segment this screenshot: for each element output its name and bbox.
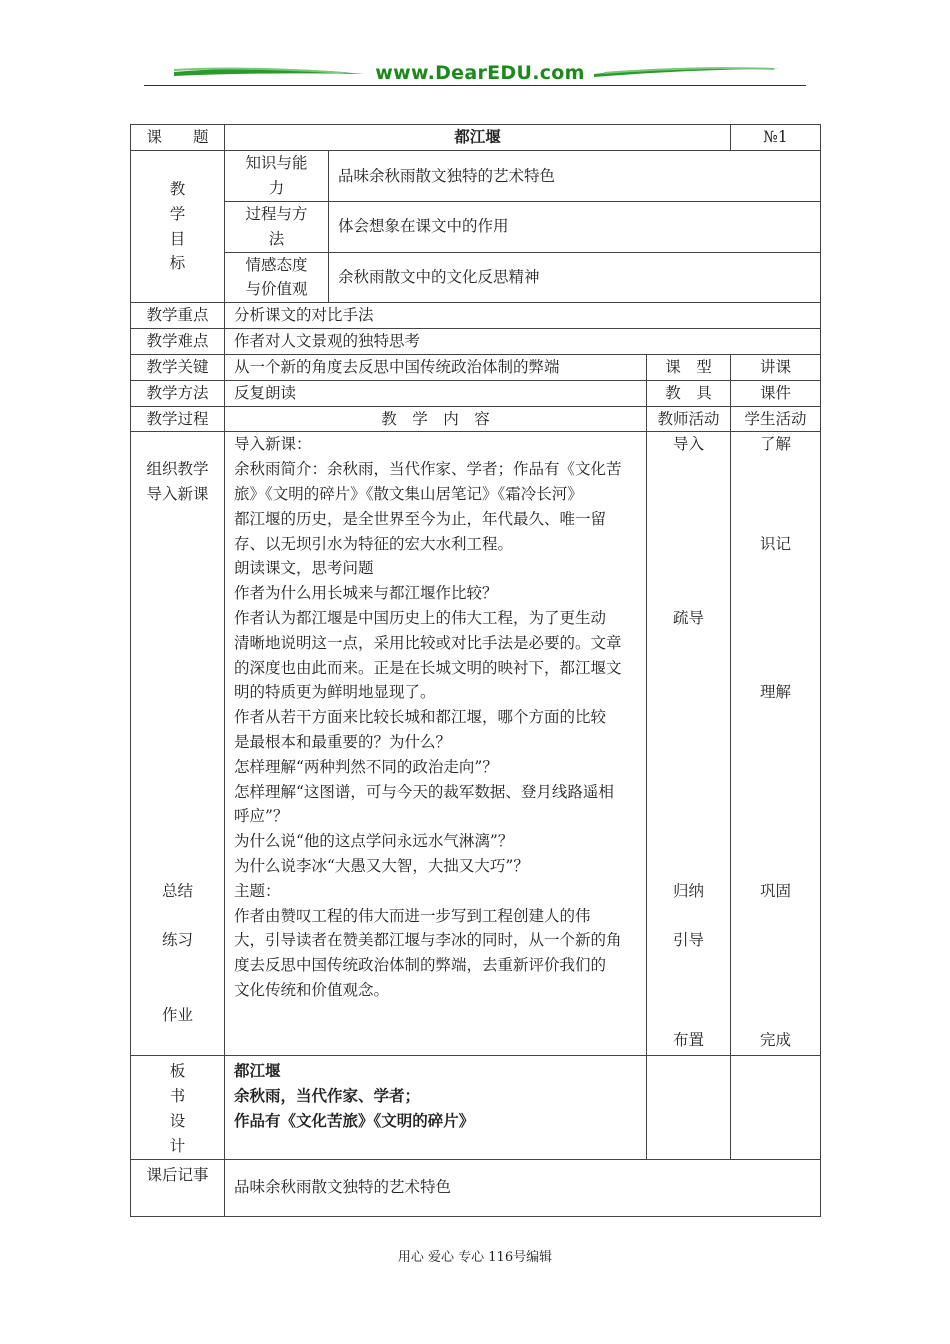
page-footer: 用心 爱心 专心 116号编辑 [397, 1250, 553, 1265]
teacher-activity: 布置 [673, 1030, 705, 1049]
method-row [131, 380, 821, 406]
content-line: 大，引导读者在赞美都江堰与李冰的同时，从一个新的角 [234, 931, 622, 950]
focus-label: 教学重点 [131, 303, 225, 329]
site-logo[interactable]: www.DearEDU.com [375, 62, 585, 84]
process-row [131, 432, 821, 1056]
goal-row [131, 252, 821, 303]
student-activity: 了解 [760, 435, 792, 454]
focus-row [131, 303, 821, 329]
content-line: 旅》《文明的碎片》《散文集山居笔记》《霜冷长河》 [234, 484, 583, 503]
afterclass-row [131, 1159, 821, 1216]
content-line: 文化传统和价值观念。 [234, 980, 390, 999]
content-line: 作者由赞叹工程的伟大而进一步写到工程创建人的伟 [234, 906, 591, 925]
content-line: 明的特质更为鲜明地显现了。 [234, 683, 436, 702]
difficulty-label: 教学难点 [131, 329, 225, 355]
student-activities [731, 432, 821, 1056]
stage-label: 导入新课 [146, 484, 209, 503]
topic-label: 课 题 [131, 125, 225, 151]
content-line: 的深度也由此而来。正是在长城文明的映衬下，都江堰文 [234, 658, 622, 677]
goals-label: 教 学 目 标 [131, 151, 225, 303]
teacher-activity: 引导 [673, 931, 705, 950]
content-line: 清晰地说明这一点，采用比较或对比手法是必要的。文章 [234, 633, 622, 652]
lesson-title: 都江堰 [225, 125, 731, 151]
board-content [225, 1056, 647, 1159]
content-line: 呼应”？ [234, 807, 289, 826]
key-value: 从一个新的角度去反思中国传统政治体制的弊端 [225, 354, 647, 380]
goal-category: 过程与方法 [225, 202, 329, 253]
topic-row [131, 125, 821, 151]
student-activity: 巩固 [760, 881, 792, 900]
process-label: 教学过程 [131, 406, 225, 432]
goal-row [131, 202, 821, 253]
method-label: 教学方法 [131, 380, 225, 406]
teacher-header: 教师活动 [647, 406, 731, 432]
student-header: 学生活动 [731, 406, 821, 432]
board-student-empty [731, 1056, 821, 1159]
afterclass-label: 课后记事 [131, 1159, 225, 1216]
afterclass-value: 品味余秋雨散文独特的艺术特色 [225, 1159, 821, 1216]
process-header-row [131, 406, 821, 432]
tool-label: 教 具 [647, 380, 731, 406]
board-label: 板 书 设 计 [131, 1056, 225, 1159]
stage-label: 练习 [161, 931, 193, 950]
content-line: 作者为什么用长城来与都江堰作比较？ [234, 584, 498, 603]
content-line: 为什么说“他的这点学问永远水气淋漓”？ [234, 832, 514, 851]
stage-label: 总结 [161, 881, 193, 900]
goal-content: 品味余秋雨散文独特的艺术特色 [329, 151, 821, 202]
goal-row [131, 151, 821, 202]
header-divider [144, 85, 806, 86]
content-line: 怎样理解“这图谱，可与今天的裁军数据、登月线路遥相 [234, 782, 614, 801]
lesson-number: №1 [731, 125, 821, 151]
board-line: 余秋雨，当代作家、学者； [234, 1086, 421, 1106]
board-line: 都江堰 [234, 1061, 281, 1081]
content-line: 导入新课： [234, 435, 312, 454]
type-label: 课 型 [647, 354, 731, 380]
content-line: 主题： [234, 881, 281, 900]
difficulty-value: 作者对人文景观的独特思考 [225, 329, 821, 355]
student-activity: 识记 [760, 534, 792, 553]
goal-category: 情感态度与价值观 [225, 252, 329, 303]
difficulty-row [131, 329, 821, 355]
student-activity: 完成 [760, 1030, 792, 1049]
board-teacher-empty [647, 1056, 731, 1159]
content-line: 存、以无坝引水为特征的宏大水利工程。 [234, 534, 514, 553]
content-line: 度去反思中国传统政治体制的弊端，去重新评价我们的 [234, 956, 607, 975]
content-line: 为什么说李冰“大愚又大智，大拙又大巧”？ [234, 856, 529, 875]
goal-content: 余秋雨散文中的文化反思精神 [329, 252, 821, 303]
content-line: 余秋雨简介：余秋雨，当代作家、学者；作品有《文化苦 [234, 460, 622, 479]
teacher-activities [647, 432, 731, 1056]
key-label: 教学关键 [131, 354, 225, 380]
stage-label: 组织教学 [146, 460, 209, 479]
teacher-activity: 归纳 [673, 881, 705, 900]
process-content [225, 432, 647, 1056]
teacher-activity: 疏导 [673, 608, 705, 627]
focus-value: 分析课文的对比手法 [225, 303, 821, 329]
board-line: 作品有《文化苦旅》《文明的碎片》 [234, 1110, 475, 1130]
goal-content: 体会想象在课文中的作用 [329, 202, 821, 253]
stage-label: 作业 [161, 1005, 193, 1024]
content-line: 都江堰的历史，是全世界至今为止，年代最久、唯一留 [234, 509, 607, 528]
board-row [131, 1056, 821, 1159]
content-line: 怎样理解“两种判然不同的政治走向”？ [234, 757, 498, 776]
content-line: 是最根本和最重要的？为什么？ [234, 732, 452, 751]
lesson-plan-table [130, 124, 821, 1217]
content-line: 朗读课文，思考问题 [234, 559, 374, 578]
goal-category: 知识与能力 [225, 151, 329, 202]
content-line: 作者认为都江堰是中国历史上的伟大工程，为了更生动 [234, 608, 607, 627]
content-header: 教 学 内 容 [225, 406, 647, 432]
content-line: 作者从若干方面来比较长城和都江堰，哪个方面的比较 [234, 708, 607, 727]
tool-value: 课件 [731, 380, 821, 406]
student-activity: 理解 [760, 683, 792, 702]
method-value: 反复朗读 [225, 380, 647, 406]
type-value: 讲课 [731, 354, 821, 380]
process-stages [131, 432, 225, 1056]
key-row [131, 354, 821, 380]
teacher-activity: 导入 [673, 435, 705, 454]
